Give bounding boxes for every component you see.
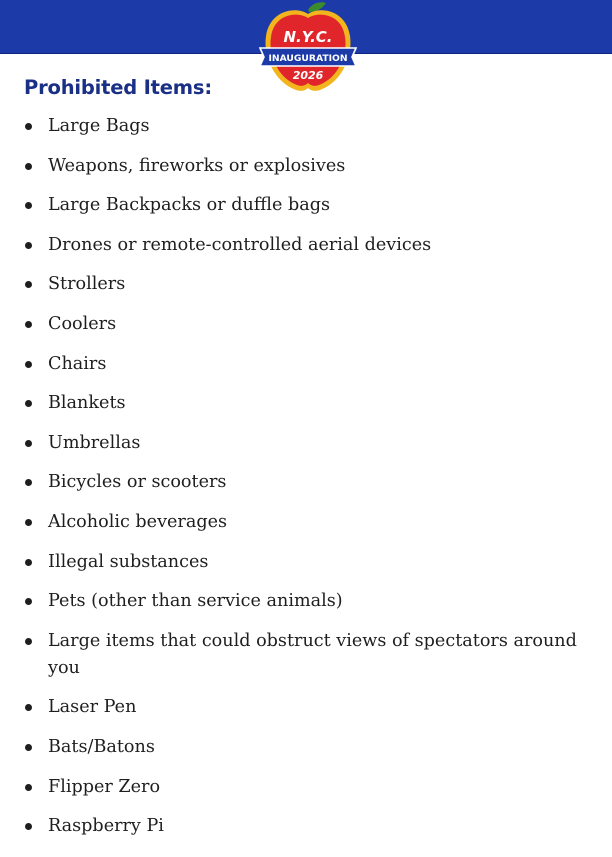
list-item <box>0 774 612 801</box>
bullet-icon <box>25 704 32 711</box>
logo-text-inauguration: INAUGURATION <box>268 53 348 64</box>
list-item-label: Raspberry Pi <box>48 816 164 837</box>
logo-text-nyc: N.Y.C. <box>283 28 333 46</box>
list-item <box>0 813 612 840</box>
list-item-label: Flipper Zero <box>48 776 161 797</box>
list-item <box>0 588 612 615</box>
list-item <box>0 113 612 140</box>
bullet-icon <box>25 638 32 645</box>
list-item-label: Laser Pen <box>48 697 137 718</box>
list-item <box>0 311 612 338</box>
list-item <box>0 351 612 378</box>
list-item-label: Weapons, fireworks or explosives <box>48 155 346 176</box>
list-item-label: Illegal substances <box>48 551 209 572</box>
bullet-icon <box>25 361 32 368</box>
list-item <box>0 694 612 721</box>
bullet-icon <box>25 744 32 751</box>
bullet-icon <box>25 440 32 447</box>
list-item <box>0 192 612 219</box>
list-item-label: Large Bags <box>48 116 150 136</box>
prohibited-items-list <box>0 113 612 853</box>
list-item-label: Drones or remote-controlled aerial devices <box>48 234 432 255</box>
bullet-icon <box>25 400 32 407</box>
list-item-label: Bicycles or scooters <box>48 472 227 493</box>
bullet-icon <box>25 519 32 526</box>
list-item-label: Coolers <box>48 313 117 334</box>
list-item <box>0 271 612 298</box>
logo-text-year: 2026 <box>292 69 324 82</box>
list-item-label: Large Backpacks or duffle bags <box>48 195 331 216</box>
bullet-icon <box>25 559 32 566</box>
list-item <box>0 390 612 417</box>
list-item-label: Chairs <box>48 353 107 374</box>
list-item-label: Alcoholic beverages <box>48 511 228 532</box>
bullet-icon <box>25 281 32 288</box>
list-item-label: Pets (other than service animals) <box>48 591 343 612</box>
bullet-icon <box>25 784 32 791</box>
nyc-inauguration-logo-icon <box>256 0 360 96</box>
list-item <box>0 549 612 576</box>
bullet-icon <box>25 823 32 830</box>
section-title: Prohibited Items: <box>24 76 212 99</box>
list-item-label: Umbrellas <box>48 432 141 453</box>
list-item-label: Blankets <box>48 393 126 414</box>
list-item <box>0 430 612 457</box>
list-item <box>0 232 612 259</box>
list-item <box>0 509 612 536</box>
bullet-icon <box>25 321 32 328</box>
list-item-label: Large items that could obstruct views of spectators around you <box>48 630 577 678</box>
bullet-icon <box>25 598 32 605</box>
list-item <box>0 734 612 761</box>
list-item-label: Bats/Batons <box>48 736 155 757</box>
bullet-icon <box>25 242 32 249</box>
bullet-icon <box>25 202 32 209</box>
list-item <box>0 153 612 180</box>
bullet-icon <box>25 163 32 170</box>
list-item <box>0 469 612 496</box>
list-item-label: Strollers <box>48 274 126 295</box>
bullet-icon <box>25 479 32 486</box>
bullet-icon <box>25 123 32 130</box>
list-item <box>0 628 612 682</box>
